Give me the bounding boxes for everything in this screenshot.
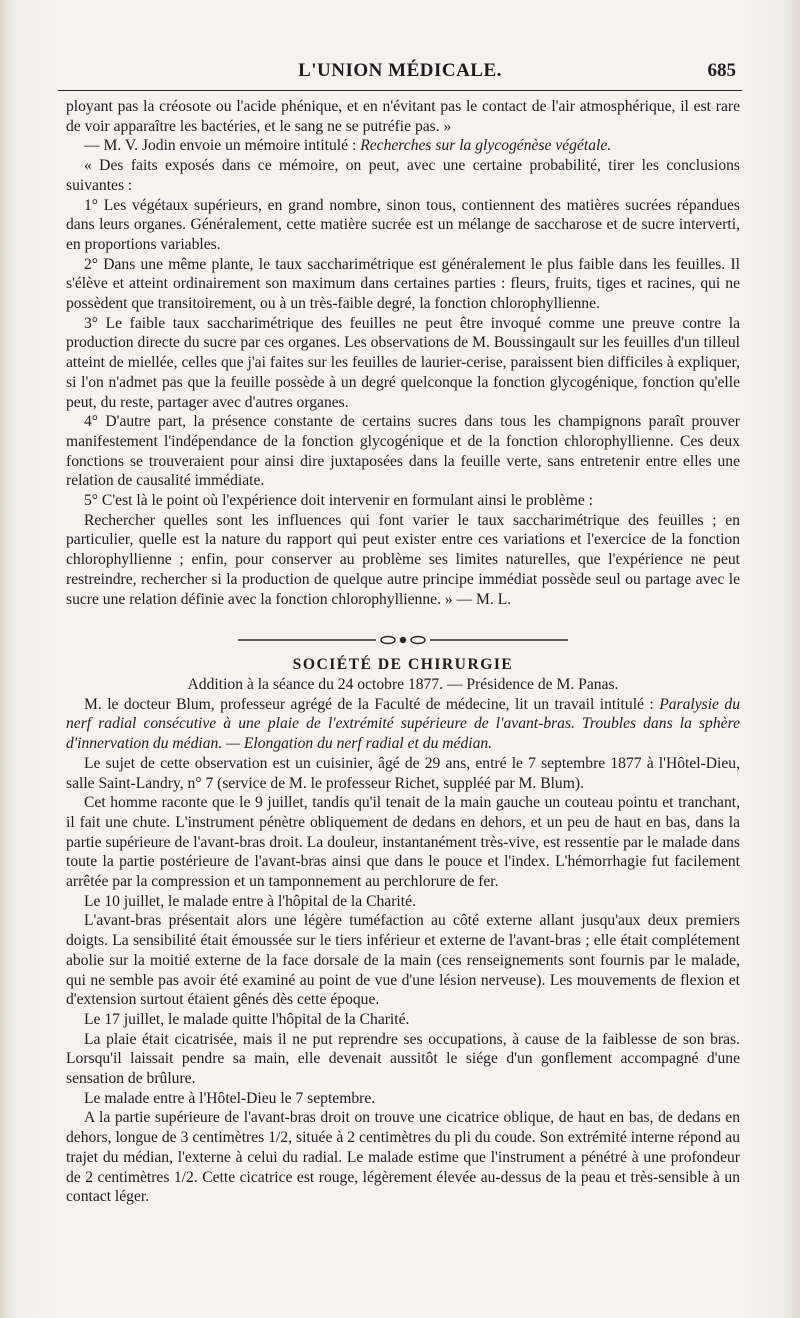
paragraph-scar: A la partie supérieure de l'avant-bras droit on trouve une cicatrice oblique, de haut en bas, de dedans en dehors, longue de 3 centimètres 1/2, située à 2 centimètres du pli du coude. Son extrémité interne répond au trajet du médian, l'externe à celui du radial. Le malade estime que l'instrument a pénétré à une profondeur de 2 centimètres 1/2. Cette cicatrice est rouge, légèrement élevée au-dessus de la peau et très-sensible à un contact léger. [66,1109,740,1206]
paragraph-admission: Le malade entre à l'Hôtel-Dieu le 7 septembre. [84,1089,376,1107]
jodin-title: Recherches sur la glycogénèse végétale. [360,137,612,155]
paragraph-jodin [66,136,740,156]
section-subtitle: Addition à la séance du 24 octobre 1877. — Présidence de M. Panas. [187,675,619,693]
paragraph-conclusion-3: 3° Le faible taux saccharimétrique des feuilles ne peut être invoqué comme une preuve contre la production directe du sucre par ces organes. Les observations de M. Boussingault sur les feuilles d'un tilleul atteint de miellée, celles que j'ai faites sur les feuilles de laurier-cerise, paraissent bien difficiles à expliquer, si l'on n'admet pas que la feuille possède à un degré quelconque la fonction glycogénique, fonction qu'elle peut, du reste, partager avec d'autres organes. [66,314,740,411]
paragraph-conclusion-2: 2° Dans une même plante, le taux saccharimétrique est généralement le plus faible dans les feuilles. Il s'élève et atteint ordinairement son maximum dans certaines parties : fleurs, fruits, tiges et racines, qui ne possèdent que transitoirement, ou à un très-faible degré, la fonction chlorophyllienne. [66,255,740,313]
paragraph-problem: Rechercher quelles sont les influences qui font varier le taux saccharimétrique des feuilles ; en particulier, quelle est la nature du rapport qui peut exister entre ces variations et l'exercice de la fonction chlorophyllienne ; enfin, pour conserver au problème ses limites naturelles, que l'expérience ne peut restreindre, rechercher si la production de quelque autre principe immédiat possède seul ou partage avec le sucre une relation définie avec la fonction chlorophyllienne. » — M. L. [66,511,740,608]
paragraph-blum [66,695,740,754]
paragraph-conclusion-1: 1° Les végétaux supérieurs, en grand nombre, sinon tous, contiennent des matières sucrées répandues dans leurs organes. Généralement, cette matière sucrée est un mélange de saccharose et de sucre interverti, en proportions variables. [66,196,740,253]
paragraph-subject: Le sujet de cette observation est un cuisinier, âgé de 29 ans, entré le 7 septembre 1877 à l'Hôtel-Dieu, salle Saint-Landry, n° 7 (service de M. le professeur Richet, suppléé par M. Blum). [66,754,740,792]
paragraph-accident: Cet homme raconte que le 9 juillet, tandis qu'il tenait de la main gauche un couteau pointu et tranchant, il fait une chute. L'instrument pénètre obliquement de dedans en dehors, et un peu de haut en bas, dans la partie supérieure de l'avant-bras droit. La douleur, instantanément très-vive, est ressentie par le malade dans toute la partie postérieure de l'avant-bras ainsi que dans le pouce et l'index. L'hémorrhagie fut facilement arrêtée par la compression et un tamponnement au perchlorure de fer. [66,794,740,891]
section-title: SOCIÉTÉ DE CHIRURGIE [292,656,514,674]
paragraph-july-17: Le 17 juillet, le malade quitte l'hôpital de la Charité. [84,1010,410,1028]
blum-intro: M. le docteur Blum, professeur agrégé de la Faculté de médecine, lit un travail intitulé : [84,695,654,713]
paragraph-july-10: Le 10 juillet, le malade entre à l'hôpital de la Charité. [84,892,416,910]
paragraph-conclusion-5: 5° C'est là le point où l'expérience doit intervenir en formulant ainsi le problème : [84,492,593,510]
paragraph-creosote: ployant pas la créosote ou l'acide phénique, et en n'évitant pas le contact de l'air atmosphérique, il est rare de voir apparaître les bactéries, et le sang ne se putréfie pas. » [66,98,740,135]
paragraph-forearm: L'avant-bras présentait alors une légère tuméfaction au côté externe allant jusqu'aux deux premiers doigts. La sensibilité était émoussée sur le tiers inférieur et externe de l'avant-bras ; elle était complétement abolie sur la moitié externe de la face dorsale de la main (ces renseignements sont fournis par le malade, qui ne semble pas avoir été examiné au point de vue d'une lésion nerveuse). Les mouvements de flexion et d'extension surtout étaient gênés dès cette époque. [66,912,740,1009]
paragraph-wound: La plaie était cicatrisée, mais il ne put reprendre ses occupations, à cause de la faiblesse de son bras. Lorsqu'il laissait pendre sa main, elle devenait aussitôt le siége d'un gonflement accompagné d'une sensation de brûlure. [66,1030,740,1088]
page-header [58,54,742,86]
header-rule [58,90,742,91]
article-body [66,97,740,1207]
running-title: L'UNION MÉDICALE. [298,60,502,81]
paragraph-conclusions: « Des faits exposés dans ce mémoire, on peut, avec une certaine probabilité, tirer les conclusions suivantes : [66,157,740,194]
paragraph-conclusion-4: 4° D'autre part, la présence constante de certains sucres dans tous les champignons paraît prouver manifestement l'indépendance de la fonction glycogénique et de la fonction chlorophyllienne. Ces deux fonctions se trouveraient pour ainsi dire juxtaposées dans la feuille verte, sans entretenir entre elles une relation de causalité immédiate. [66,413,740,490]
jodin-intro: — M. V. Jodin envoie un mémoire intitulé : [84,137,357,155]
page-number: 685 [707,60,736,81]
section-ornament [66,635,740,645]
blum-title: Paralysie du nerf radial consécutive à une plaie de l'extrémité supérieure de l'avant-bras. Troubles dans la sphère d'innervation du médian. — Elongation du nerf radial et du médian. [66,695,740,753]
